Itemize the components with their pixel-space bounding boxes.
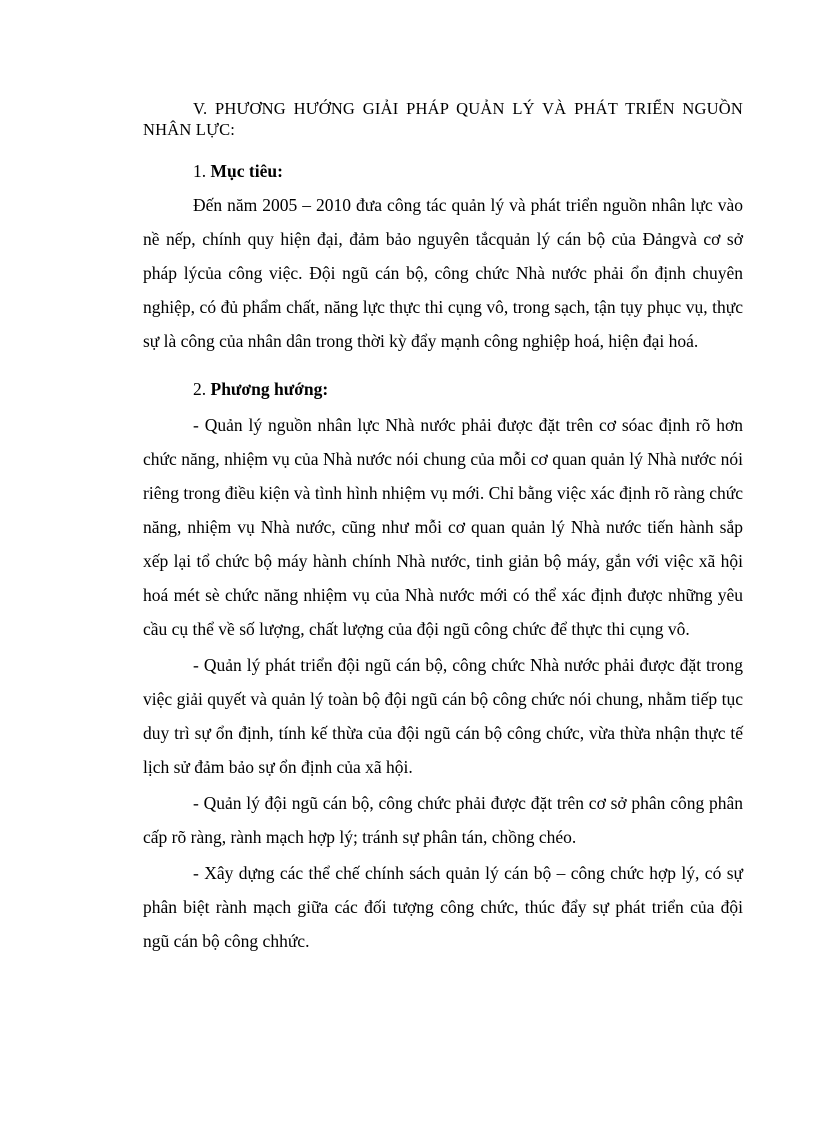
direction-point-3: - Quản lý đội ngũ cán bộ, công chức phải được đặt trên cơ sở phân công phân cấp rõ ràng, rành mạch hợp lý; tránh sự phân tán, chồng chéo.	[143, 793, 743, 847]
objective-number: 1.	[193, 161, 207, 181]
objective-paragraph: Đến năm 2005 – 2010 đưa công tác quản lý và phát triển nguồn nhân lực vào nề nếp, chính quy hiện đại, đảm bảo nguyên tắcquản lý cán bộ của Đảngvà cơ sở pháp lýcủa công việc. Đội ngũ cán bộ, công chức Nhà nước phải ổn định chuyên nghiệp, có đủ phẩm chất, năng lực thực thi cụng vô, trong sạch, tận tụy phục vụ, thực sự là công của nhân dân trong thời kỳ đẩy mạnh công nghiệp hoá, hiện đại hoá.	[143, 195, 743, 351]
direction-heading	[143, 372, 743, 406]
direction-point-4: - Xây dựng các thể chế chính sách quản lý cán bộ – công chức hợp lý, có sự phân biệt rành mạch giữa các đối tượng công chức, thúc đẩy sự phát triển của đội ngũ cán bộ công chhức.	[143, 863, 743, 951]
direction-point-2: - Quản lý phát triển đội ngũ cán bộ, công chức Nhà nước phải được đặt trong việc giải quyết và quản lý toàn bộ đội ngũ cán bộ công chức nói chung, nhằm tiếp tục duy trì sự ổn định, tính kế thừa của đội ngũ cán bộ công chức, vừa thừa nhận thực tế lịch sử đảm bảo sự ổn định của xã hội.	[143, 655, 743, 777]
section-title: V. PHƯƠNG HƯỚNG GIẢI PHÁP QUẢN LÝ VÀ PHÁT TRIỂN NGUỒN NHÂN LỰC:	[143, 99, 743, 139]
objective-heading	[143, 154, 743, 188]
direction-point-1: - Quản lý nguồn nhân lực Nhà nước phải được đặt trên cơ sóac định rõ hơn chức năng, nhiệm vụ của Nhà nước nói chung của mỗi cơ quan quản lý Nhà nước nói riêng trong điều kiện và tình hình nhiệm vụ mới. Chỉ bằng việc xác định rõ ràng chức năng, nhiệm vụ Nhà nước, cũng như mỗi cơ quan quản lý Nhà nước tiến hành sắp xếp lại tổ chức bộ máy hành chính Nhà nước, tinh giản bộ máy, gắn với việc xã hội hoá mét sè chức năng nhiệm vụ của Nhà nước mới có thể xác định được những yêu cầu cụ thể về số lượng, chất lượng của đội ngũ công chức để thực thi cụng vô.	[143, 415, 743, 639]
objective-title: Mục tiêu:	[210, 161, 283, 181]
document-body	[143, 98, 743, 958]
direction-title: Phương hướng:	[210, 379, 329, 399]
direction-number: 2.	[193, 379, 207, 399]
